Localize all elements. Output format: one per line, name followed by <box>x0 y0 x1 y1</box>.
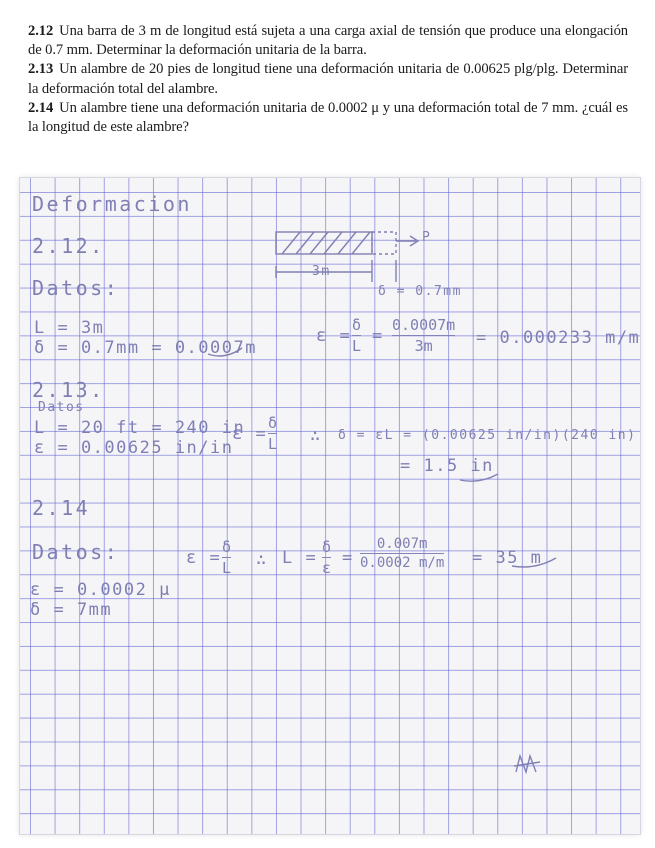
problem-2-12 <box>28 22 628 60</box>
datos-label: Datos: <box>32 276 120 300</box>
denominator: L <box>352 337 362 355</box>
equals-sign: = <box>342 548 354 568</box>
numerator: δ <box>268 414 278 432</box>
strain-formula <box>222 538 231 577</box>
graph-paper-notes <box>20 178 640 834</box>
problem-2-14-header: 2.14 <box>32 496 91 520</box>
problem-number: 2.13 <box>28 61 54 78</box>
given-strain: ε = 0.0002 μ <box>30 580 171 600</box>
elongation-result: = 1.5 in <box>400 456 494 476</box>
problem-text: Un alambre tiene una deformación unitaria de 0.0002 μ y una deformación total de 7 mm. ¿cuál es la longitud de este alambre? <box>28 99 628 136</box>
denominator: 0.0002 m/m <box>360 555 445 571</box>
strain-symbol: ε = <box>232 424 268 444</box>
problem-2-14 <box>28 99 628 137</box>
problem-2-13 <box>28 60 628 98</box>
denominator: L <box>222 559 232 577</box>
given-length: L = 3m <box>34 318 105 338</box>
problem-number: 2.12 <box>28 23 54 39</box>
given-length: L = 20 ft = 240 in <box>34 418 246 438</box>
problem-2-13-header: 2.13. <box>32 378 105 402</box>
equals-sign: = <box>372 326 384 346</box>
datos-label: Datos <box>38 400 85 415</box>
numerator: 0.007m <box>376 536 428 552</box>
numerator: δ <box>352 316 362 334</box>
given-elongation: δ = 0.7mm = 0.0007m <box>34 338 257 358</box>
numerator: δ <box>222 538 232 556</box>
force-label: P <box>422 230 432 245</box>
problem-2-12-header: 2.12. <box>32 234 105 258</box>
numerator: δ <box>322 538 332 556</box>
denominator: L <box>268 435 278 453</box>
strain-result: = 0.000233 m/m <box>476 328 641 348</box>
strain-formula <box>268 414 277 453</box>
elongation-label: δ = 0.7mm <box>378 284 462 299</box>
denominator: ε <box>322 559 332 577</box>
length-result: = 35 m <box>472 548 543 568</box>
bar-diagram <box>276 232 372 254</box>
numerator: 0.0007m <box>392 316 456 334</box>
denominator: 3m <box>414 337 433 355</box>
problem-number: 2.14 <box>28 99 54 116</box>
strain-formula <box>352 316 361 355</box>
therefore-symbol: ∴ <box>310 426 322 446</box>
elongation-solution: δ = εL = (0.00625 in/in)(240 in) <box>338 428 637 443</box>
datos-label: Datos: <box>32 540 120 564</box>
problem-text: Una barra de 3 m de longitud está sujeta a una carga axial de tensión que produce una elongación de 0.7 mm. Determinar la deformación unitaria de la barra. <box>28 23 628 59</box>
strain-symbol: ε = <box>186 548 222 568</box>
signature-mark <box>514 756 540 772</box>
bar-length-label: 3m <box>312 264 331 279</box>
given-strain: ε = 0.00625 in/in <box>34 438 234 458</box>
length-formula <box>322 538 331 577</box>
problem-text: Un alambre de 20 pies de longitud tiene una deformación unitaria de 0.00625 plg/plg. Determinar la deformación total del alambre. <box>28 61 628 97</box>
problem-statements <box>28 22 628 137</box>
strain-values <box>392 316 455 355</box>
notes-title: Deformacion <box>32 192 192 216</box>
length-values <box>360 536 444 571</box>
length-symbol: L = <box>282 548 318 568</box>
therefore-symbol: ∴ <box>256 550 268 570</box>
given-elongation: δ = 7mm <box>30 600 113 620</box>
strain-symbol: ε = <box>316 326 352 346</box>
